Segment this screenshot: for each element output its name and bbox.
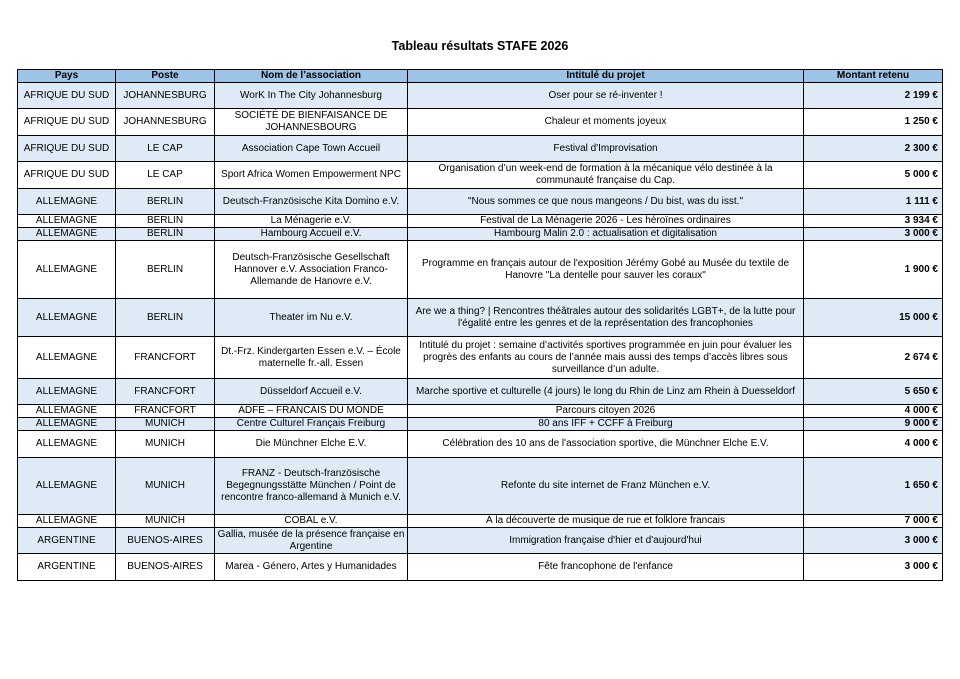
table-row (18, 528, 943, 554)
table-row (18, 241, 943, 299)
cell-poste: BERLIN (116, 228, 215, 241)
table-row (18, 515, 943, 528)
cell-association: ADFE – FRANCAIS DU MONDE (215, 405, 408, 418)
cell-projet: Marche sportive et culturelle (4 jours) le long du Rhin de Linz am Rhein à Duesseldorf (408, 379, 804, 405)
cell-association: Centre Culturel Français Freiburg (215, 418, 408, 431)
cell-association: Gallia, musée de la présence française en Argentine (215, 528, 408, 554)
results-table (17, 69, 943, 581)
cell-projet: "Nous sommes ce que nous mangeons / Du bist, was du isst." (408, 189, 804, 215)
cell-association: Sport Africa Women Empowerment NPC (215, 162, 408, 189)
cell-pays: ALLEMAGNE (18, 405, 116, 418)
header-projet: Intitulé du projet (408, 70, 804, 83)
table-row (18, 228, 943, 241)
cell-pays: AFRIQUE DU SUD (18, 136, 116, 162)
cell-projet: Chaleur et moments joyeux (408, 109, 804, 136)
cell-poste: LE CAP (116, 136, 215, 162)
cell-pays: ALLEMAGNE (18, 337, 116, 379)
cell-pays: ARGENTINE (18, 554, 116, 581)
cell-montant: 2 674 € (804, 337, 943, 379)
cell-projet: Fête francophone de l'enfance (408, 554, 804, 581)
document-title: Tableau résultats STAFE 2026 (391, 39, 569, 53)
cell-poste: FRANCFORT (116, 337, 215, 379)
table-row (18, 405, 943, 418)
cell-poste: JOHANNESBURG (116, 109, 215, 136)
cell-montant: 15 000 € (804, 299, 943, 337)
cell-montant: 1 250 € (804, 109, 943, 136)
cell-pays: AFRIQUE DU SUD (18, 162, 116, 189)
cell-poste: FRANCFORT (116, 405, 215, 418)
cell-pays: ALLEMAGNE (18, 431, 116, 458)
table-row (18, 215, 943, 228)
cell-montant: 2 300 € (804, 136, 943, 162)
cell-poste: MUNICH (116, 515, 215, 528)
cell-association: Deutsch-Französische Kita Domino e.V. (215, 189, 408, 215)
header-poste: Poste (116, 70, 215, 83)
cell-montant: 3 934 € (804, 215, 943, 228)
cell-pays: ALLEMAGNE (18, 215, 116, 228)
cell-montant: 3 000 € (804, 228, 943, 241)
cell-poste: JOHANNESBURG (116, 83, 215, 109)
cell-association: SOCIÉTÉ DE BIENFAISANCE DE JOHANNESBOURG (215, 109, 408, 136)
header-pays: Pays (18, 70, 116, 83)
table-row (18, 162, 943, 189)
cell-poste: BERLIN (116, 189, 215, 215)
cell-association: Theater im Nu e.V. (215, 299, 408, 337)
cell-association: Deutsch-Französische Gesellschaft Hannover e.V. Association Franco-Allemande de Hanovre e.V. (215, 241, 408, 299)
table-row (18, 379, 943, 405)
cell-poste: LE CAP (116, 162, 215, 189)
header-montant: Montant retenu (804, 70, 943, 83)
cell-poste: MUNICH (116, 431, 215, 458)
cell-montant: 3 000 € (804, 528, 943, 554)
cell-projet: À la découverte de musique de rue et folklore francais (408, 515, 804, 528)
cell-pays: ALLEMAGNE (18, 189, 116, 215)
cell-poste: BERLIN (116, 215, 215, 228)
cell-association: FRANZ - Deutsch-französische Begegnungsstätte München / Point de rencontre franco-allemand à Munich e.V. (215, 458, 408, 515)
cell-projet: Are we a thing? | Rencontres théâtrales autour des solidarités LGBT+, de la lutte pour l'égalité entre les genres et de la représentation des francophonies (408, 299, 804, 337)
cell-association: Marea - Género, Artes y Humanidades (215, 554, 408, 581)
cell-poste: BERLIN (116, 299, 215, 337)
cell-projet: Intitulé du projet : semaine d’activités sportives programmée en juin pour évaluer les progrès des enfants au cours de l’année mais aussi des temps d’accès libres sous surveillance d’un adulte. (408, 337, 804, 379)
cell-projet: Festival de La Ménagerie 2026 - Les héroïnes ordinaires (408, 215, 804, 228)
cell-projet: Programme en français autour de l'exposition Jérémy Gobé au Musée du textile de Hanovre "La dentelle pour sauver les coraux" (408, 241, 804, 299)
cell-montant: 1 111 € (804, 189, 943, 215)
cell-poste: BUENOS-AIRES (116, 554, 215, 581)
cell-montant: 5 000 € (804, 162, 943, 189)
cell-montant: 4 000 € (804, 405, 943, 418)
cell-pays: ARGENTINE (18, 528, 116, 554)
table-row (18, 136, 943, 162)
cell-projet: Refonte du site internet de Franz München e.V. (408, 458, 804, 515)
cell-pays: AFRIQUE DU SUD (18, 83, 116, 109)
cell-poste: MUNICH (116, 458, 215, 515)
cell-pays: ALLEMAGNE (18, 299, 116, 337)
cell-association: Association Cape Town Accueil (215, 136, 408, 162)
cell-projet: Immigration française d'hier et d'aujourd'hui (408, 528, 804, 554)
cell-montant: 5 650 € (804, 379, 943, 405)
cell-projet: Festival d'Improvisation (408, 136, 804, 162)
table-row (18, 554, 943, 581)
cell-pays: ALLEMAGNE (18, 458, 116, 515)
cell-montant: 1 650 € (804, 458, 943, 515)
cell-pays: ALLEMAGNE (18, 379, 116, 405)
cell-projet: 80 ans IFF + CCFF à Freiburg (408, 418, 804, 431)
cell-association: Dt.-Frz. Kindergarten Essen e.V. – École maternelle fr.-all. Essen (215, 337, 408, 379)
cell-pays: ALLEMAGNE (18, 241, 116, 299)
cell-pays: ALLEMAGNE (18, 418, 116, 431)
cell-pays: ALLEMAGNE (18, 515, 116, 528)
cell-poste: BERLIN (116, 241, 215, 299)
header-association: Nom de l’association (215, 70, 408, 83)
cell-projet: Célébration des 10 ans de l'association sportive, die Münchner Elche E.V. (408, 431, 804, 458)
cell-projet: Parcours citoyen 2026 (408, 405, 804, 418)
cell-pays: ALLEMAGNE (18, 228, 116, 241)
cell-montant: 1 900 € (804, 241, 943, 299)
table-row (18, 431, 943, 458)
table-row (18, 418, 943, 431)
cell-association: Hambourg Accueil e.V. (215, 228, 408, 241)
table-row (18, 458, 943, 515)
cell-association: Die Münchner Elche E.V. (215, 431, 408, 458)
cell-pays: AFRIQUE DU SUD (18, 109, 116, 136)
cell-poste: MUNICH (116, 418, 215, 431)
table-row (18, 189, 943, 215)
cell-poste: FRANCFORT (116, 379, 215, 405)
table-row (18, 83, 943, 109)
table-header-row (18, 70, 943, 83)
table-row (18, 299, 943, 337)
table-row (18, 337, 943, 379)
cell-association: COBAL e.V. (215, 515, 408, 528)
cell-projet: Organisation d’un week-end de formation à la mécanique vélo destinée à la communauté française du Cap. (408, 162, 804, 189)
cell-montant: 3 000 € (804, 554, 943, 581)
cell-association: Düsseldorf Accueil e.V. (215, 379, 408, 405)
cell-association: La Ménagerie e.V. (215, 215, 408, 228)
cell-montant: 2 199 € (804, 83, 943, 109)
cell-montant: 7 000 € (804, 515, 943, 528)
cell-association: WorK In The City Johannesburg (215, 83, 408, 109)
cell-montant: 4 000 € (804, 431, 943, 458)
cell-projet: Hambourg Malin 2.0 : actualisation et digitalisation (408, 228, 804, 241)
cell-montant: 9 000 € (804, 418, 943, 431)
table-row (18, 109, 943, 136)
cell-poste: BUENOS-AIRES (116, 528, 215, 554)
cell-projet: Oser pour se ré-inventer ! (408, 83, 804, 109)
